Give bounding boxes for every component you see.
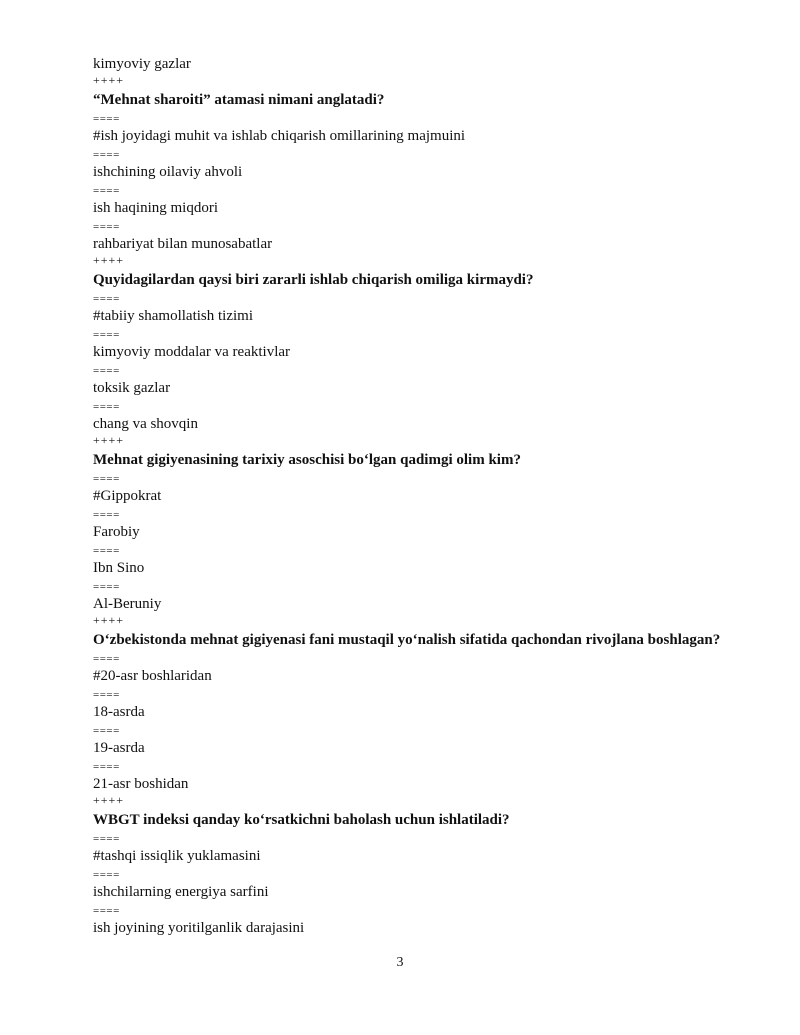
option-separator: ====	[93, 761, 120, 773]
answer-option: #tashqi issiqlik yuklamasini	[93, 848, 261, 864]
answer-option: chang va shovqin	[93, 416, 198, 432]
question-separator: ++++	[93, 73, 125, 87]
option-separator: ====	[93, 221, 120, 233]
option-separator: ====	[93, 833, 120, 845]
option-separator: ====	[93, 725, 120, 737]
answer-option: ishchining oilaviy ahvoli	[93, 164, 243, 180]
answer-option: Al-Beruniy	[93, 596, 162, 612]
answer-option: ish joyining yoritilganlik darajasini	[93, 920, 305, 936]
question-text: Quyidagilardan qaysi biri zararli ishlab chiqarish omiliga kirmaydi?	[93, 272, 534, 288]
option-separator: ====	[93, 653, 120, 665]
question-separator: ++++	[93, 253, 125, 267]
answer-option: Farobiy	[93, 524, 140, 540]
option-separator: ====	[93, 329, 120, 341]
answer-option: #Gippokrat	[93, 488, 162, 504]
question-text: “Mehnat sharoiti” atamasi nimani anglatadi?	[93, 92, 385, 108]
answer-option: #tabiiy shamollatish tizimi	[93, 308, 253, 324]
option-separator: ====	[93, 401, 120, 413]
option-separator: ====	[93, 905, 120, 917]
option-separator: ====	[93, 581, 120, 593]
document-body	[93, 55, 773, 937]
answer-option: 19-asrda	[93, 740, 145, 756]
answer-option: #ish joyidagi muhit va ishlab chiqarish omillarining majmuini	[93, 128, 466, 144]
question-separator: ++++	[93, 793, 125, 807]
option-separator: ====	[93, 545, 120, 557]
option-separator: ====	[93, 293, 120, 305]
option-separator: ====	[93, 473, 120, 485]
page-number: 3	[396, 955, 404, 970]
answer-option: 21-asr boshidan	[93, 776, 189, 792]
option-separator: ====	[93, 149, 120, 161]
answer-option: kimyoviy moddalar va reaktivlar	[93, 344, 291, 360]
answer-option: #20-asr boshlaridan	[93, 668, 212, 684]
option-separator: ====	[93, 689, 120, 701]
answer-option: Ibn Sino	[93, 560, 145, 576]
option-separator: ====	[93, 113, 120, 125]
option-separator: ====	[93, 365, 120, 377]
question-text: Mehnat gigiyenasining tarixiy asoschisi bo‘lgan qadimgi olim kim?	[93, 452, 521, 468]
question-text: WBGT indeksi qanday ko‘rsatkichni baholash uchun ishlatiladi?	[93, 812, 510, 828]
answer-option: 18-asrda	[93, 704, 145, 720]
option-separator: ====	[93, 869, 120, 881]
answer-option: rahbariyat bilan munosabatlar	[93, 236, 273, 252]
question-separator: ++++	[93, 433, 125, 447]
question-text: O‘zbekistonda mehnat gigiyenasi fani mustaqil yo‘nalish sifatida qachondan rivojlana boshlagan?	[93, 632, 721, 648]
answer-option: ishchilarning energiya sarfini	[93, 884, 269, 900]
option-separator: ====	[93, 509, 120, 521]
question-separator: ++++	[93, 613, 125, 627]
answer-option: kimyoviy gazlar	[93, 56, 191, 72]
option-separator: ====	[93, 185, 120, 197]
answer-option: ish haqining miqdori	[93, 200, 218, 216]
answer-option: toksik gazlar	[93, 380, 171, 396]
